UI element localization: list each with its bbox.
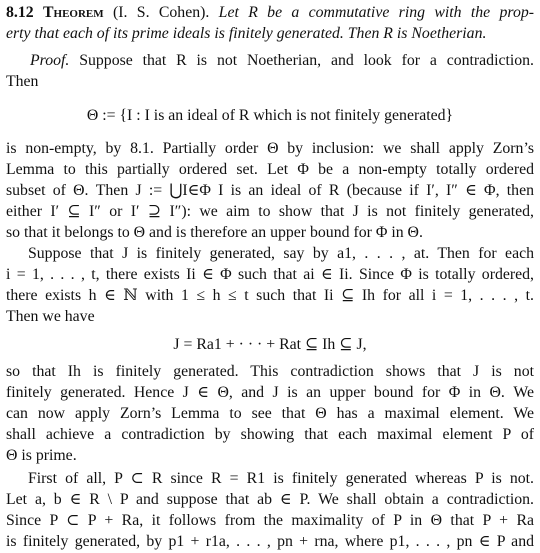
theorem-name: Theorem xyxy=(43,4,104,21)
proof-text-1: Suppose that R is not Noetherian, and look for a contradiction. xyxy=(79,52,534,69)
proof-line-6: subset of Θ. Then J := ⋃I∈Φ I is an ideal of R (because if I′, I″ ∈ Φ, then xyxy=(6,182,534,199)
proof-line-15: finitely generated. Hence J ∈ Θ, and J is an upper bound for Φ in Θ. We xyxy=(6,384,534,401)
proof-line-16: can now apply Zorn’s Lemma to see that Θ has a maximal element. We xyxy=(6,405,534,422)
proof-line-21: Since P ⊂ P + Ra, it follows from the maximality of P in Θ that P + Ra xyxy=(6,512,534,529)
theta-definition: Θ := {I : I is an ideal of R which is not finitely generated} xyxy=(86,107,454,124)
proof-line-2: Then xyxy=(6,73,39,90)
proof-line-7: either I′ ⊆ I″ or I′ ⊇ I″): we aim to show that J is not finitely generated, xyxy=(6,203,534,220)
proof-line-14: so that Ih is finitely generated. This contradiction shows that J is not xyxy=(6,363,534,380)
theorem-statement-1: Let R be a commutative ring with the prop- xyxy=(218,4,535,21)
proof-line-11: there exists h ∈ ℕ with 1 ≤ h ≤ t such that Ii ⊆ Ih for all i = 1, . . . , t. xyxy=(6,287,534,304)
proof-line-20: Let a, b ∈ R \ P and suppose that ab ∈ P. We shall obtain a contradiction. xyxy=(6,491,534,508)
proof-line-18: Θ is prime. xyxy=(6,447,77,464)
proof-line-8: so that it belongs to Θ and is therefore an upper bound for Φ in Θ. xyxy=(6,224,423,241)
proof-label: Proof. xyxy=(30,52,70,69)
proof-line-4: is non-empty, by 8.1. Partially order Θ by inclusion: we shall apply Zorn’s xyxy=(6,140,534,157)
theorem-line-1 xyxy=(6,3,534,24)
proof-line-17: shall achieve a contradiction by showing that each maximal element P of xyxy=(6,426,534,443)
proof-line-1 xyxy=(30,51,534,72)
proof-line-12: Then we have xyxy=(6,308,95,325)
proof-line-9: Suppose that J is finitely generated, say by a1, . . . , at. Then for each xyxy=(28,245,534,262)
j-display: J = Ra1 + · · · + Rat ⊆ Ih ⊆ J, xyxy=(173,336,367,353)
theorem-number: 8.12 xyxy=(6,4,34,21)
proof-line-22: is finitely generated, by p1 + r1a, . . . , pn + rna, where p1, . . . , pn ∈ P and xyxy=(6,533,534,550)
proof-line-19: First of all, P ⊂ R since R = R1 is finitely generated whereas P is not. xyxy=(28,470,534,487)
theorem-statement-2: erty that each of its prime ideals is finitely generated. Then R is Noetherian. xyxy=(6,25,487,42)
proof-line-10: i = 1, . . . , t, there exists Ii ∈ Φ such that ai ∈ Ii. Since Φ is totally ordered, xyxy=(6,266,534,283)
theorem-attribution: (I. S. Cohen). xyxy=(113,4,210,21)
proof-line-5: Lemma to this partially ordered set. Let Φ be a non-empty totally ordered xyxy=(6,161,534,178)
